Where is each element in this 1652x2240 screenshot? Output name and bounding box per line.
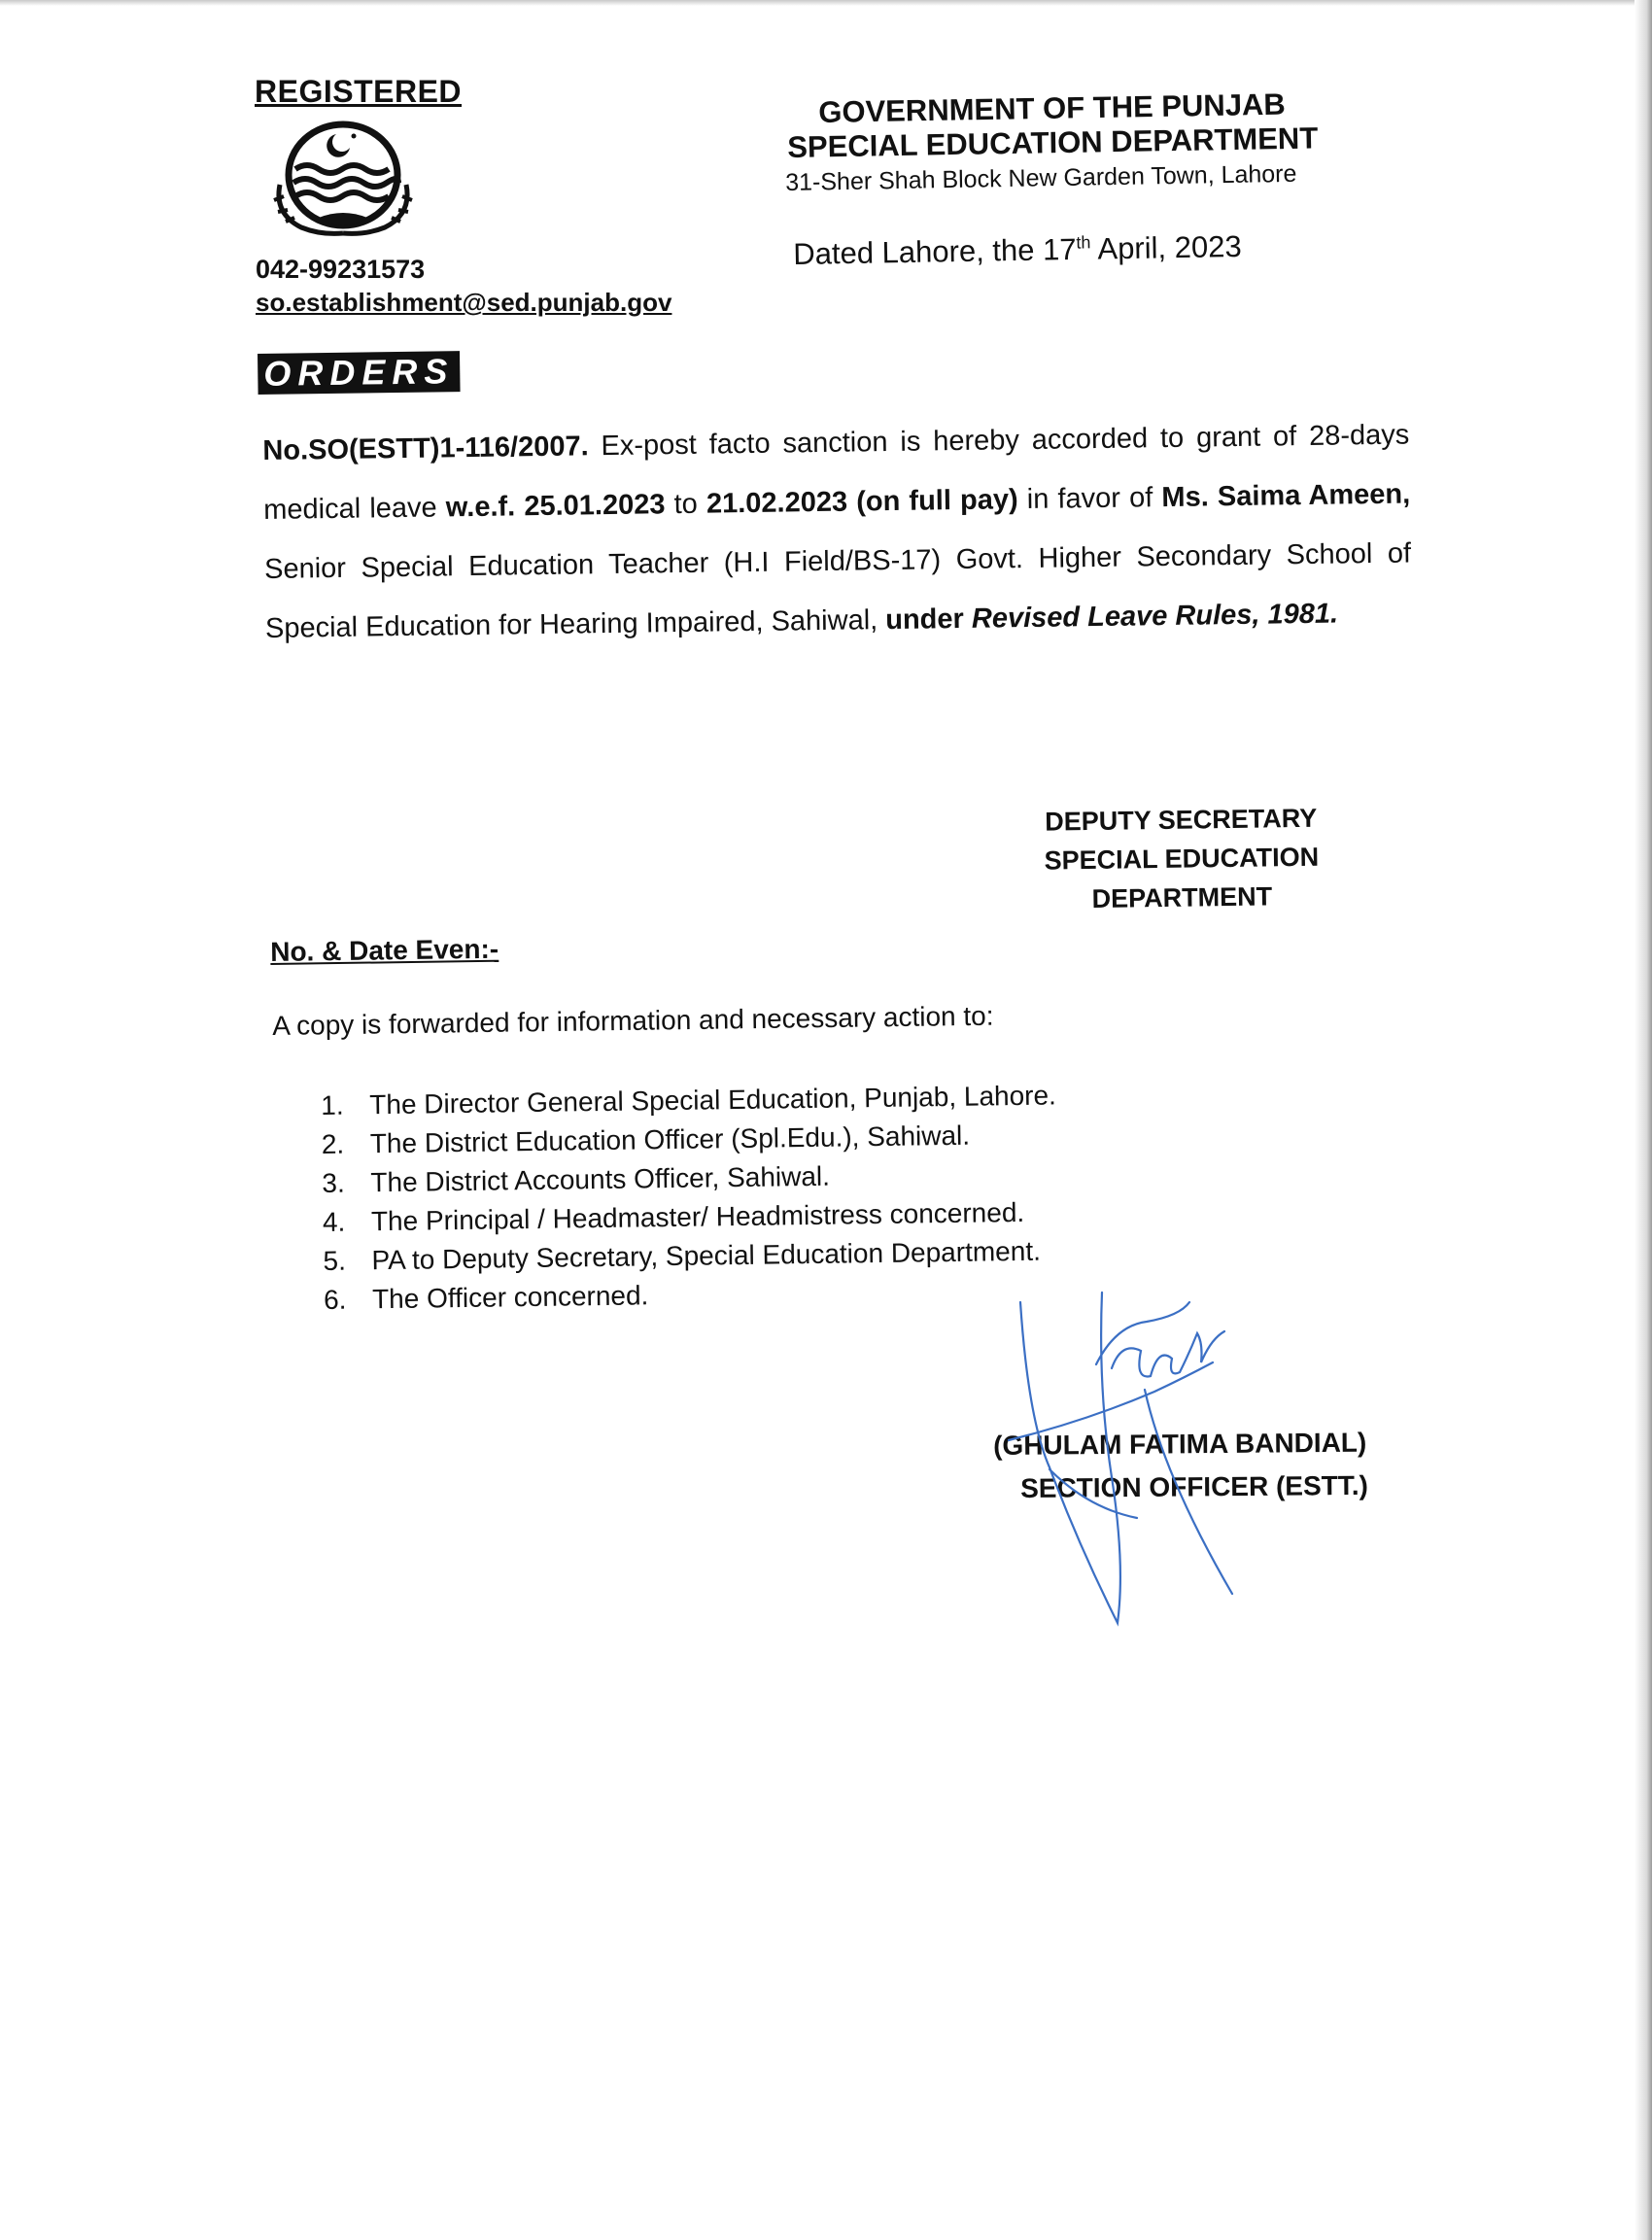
list-number: 5. bbox=[323, 1245, 347, 1276]
deputy-secretary-block bbox=[1020, 798, 1343, 919]
order-body bbox=[262, 406, 1412, 659]
officer-title: SECTION OFFICER (ESTT.) bbox=[1020, 1469, 1369, 1503]
orders-heading: ORDERS bbox=[258, 351, 461, 395]
list-text: The Officer concerned. bbox=[371, 1280, 649, 1315]
date-suffix: April, 2023 bbox=[1090, 228, 1242, 266]
handwritten-signature-icon bbox=[981, 1263, 1292, 1633]
signatory-line-1: DEPUTY SECRETARY bbox=[1045, 803, 1318, 837]
order-text-4: Senior Special Education Teacher (H.I Field/BS-17) Govt. Higher Secondary School of Special Education for Hearing Impaired, Sahiwal, bbox=[263, 537, 1412, 644]
signatory-line-2: SPECIAL EDUCATION bbox=[1044, 842, 1320, 876]
list-text: The Principal / Headmaster/ Headmistress concerned. bbox=[370, 1196, 1025, 1237]
order-text-3: in favor of bbox=[1017, 482, 1162, 516]
government-title: GOVERNMENT OF THE PUNJAB bbox=[818, 86, 1287, 129]
scan-edge-shadow bbox=[1635, 0, 1652, 2240]
date-line bbox=[793, 229, 1242, 272]
date-superscript: th bbox=[1076, 232, 1091, 253]
order-text-2: to bbox=[665, 488, 707, 521]
list-number: 4. bbox=[322, 1206, 346, 1237]
list-number: 2. bbox=[321, 1128, 345, 1159]
list-number: 3. bbox=[322, 1167, 345, 1198]
signatory-line-3: DEPARTMENT bbox=[1091, 881, 1273, 913]
list-text: PA to Deputy Secretary, Special Education Department. bbox=[371, 1235, 1042, 1276]
no-date-even: No. & Date Even:- bbox=[270, 933, 499, 967]
department-address: 31-Sher Shah Block New Garden Town, Lahore bbox=[785, 159, 1297, 196]
list-text: The District Accounts Officer, Sahiwal. bbox=[370, 1160, 831, 1198]
list-number: 1. bbox=[321, 1089, 344, 1120]
officer-name: (GHULAM FATIMA BANDIAL) bbox=[993, 1427, 1367, 1461]
leave-from-date: w.e.f. 25.01.2023 bbox=[445, 489, 666, 524]
punjab-emblem-icon bbox=[260, 115, 426, 246]
leave-to-date: 21.02.2023 (on full pay) bbox=[706, 484, 1018, 520]
list-text: The Director General Special Education, Punjab, Lahore. bbox=[369, 1080, 1057, 1120]
department-title: SPECIAL EDUCATION DEPARTMENT bbox=[787, 121, 1319, 164]
scan-top-shadow bbox=[0, 0, 1652, 6]
list-number: 6. bbox=[323, 1284, 347, 1315]
distribution-list bbox=[321, 1076, 1059, 1320]
under-label: under bbox=[885, 603, 973, 637]
date-prefix: Dated Lahore, the 17 bbox=[793, 231, 1077, 271]
employee-name: Ms. Saima Ameen, bbox=[1161, 478, 1411, 514]
registered-label: REGISTERED bbox=[255, 74, 463, 109]
leave-rules: Revised Leave Rules, 1981. bbox=[971, 598, 1339, 635]
copy-forward-intro: A copy is forwarded for information and necessary action to: bbox=[272, 1000, 994, 1041]
order-reference: No.SO(ESTT)1-116/2007. bbox=[262, 431, 589, 466]
order-text-1: Ex-post facto sanction is hereby accorded to grant of 28-days medical leave bbox=[263, 419, 1410, 526]
email-address[interactable]: so.establishment@sed.punjab.gov bbox=[256, 288, 672, 317]
phone-number: 042-99231573 bbox=[256, 255, 426, 284]
list-text: The District Education Officer (Spl.Edu.), Sahiwal. bbox=[369, 1120, 971, 1159]
